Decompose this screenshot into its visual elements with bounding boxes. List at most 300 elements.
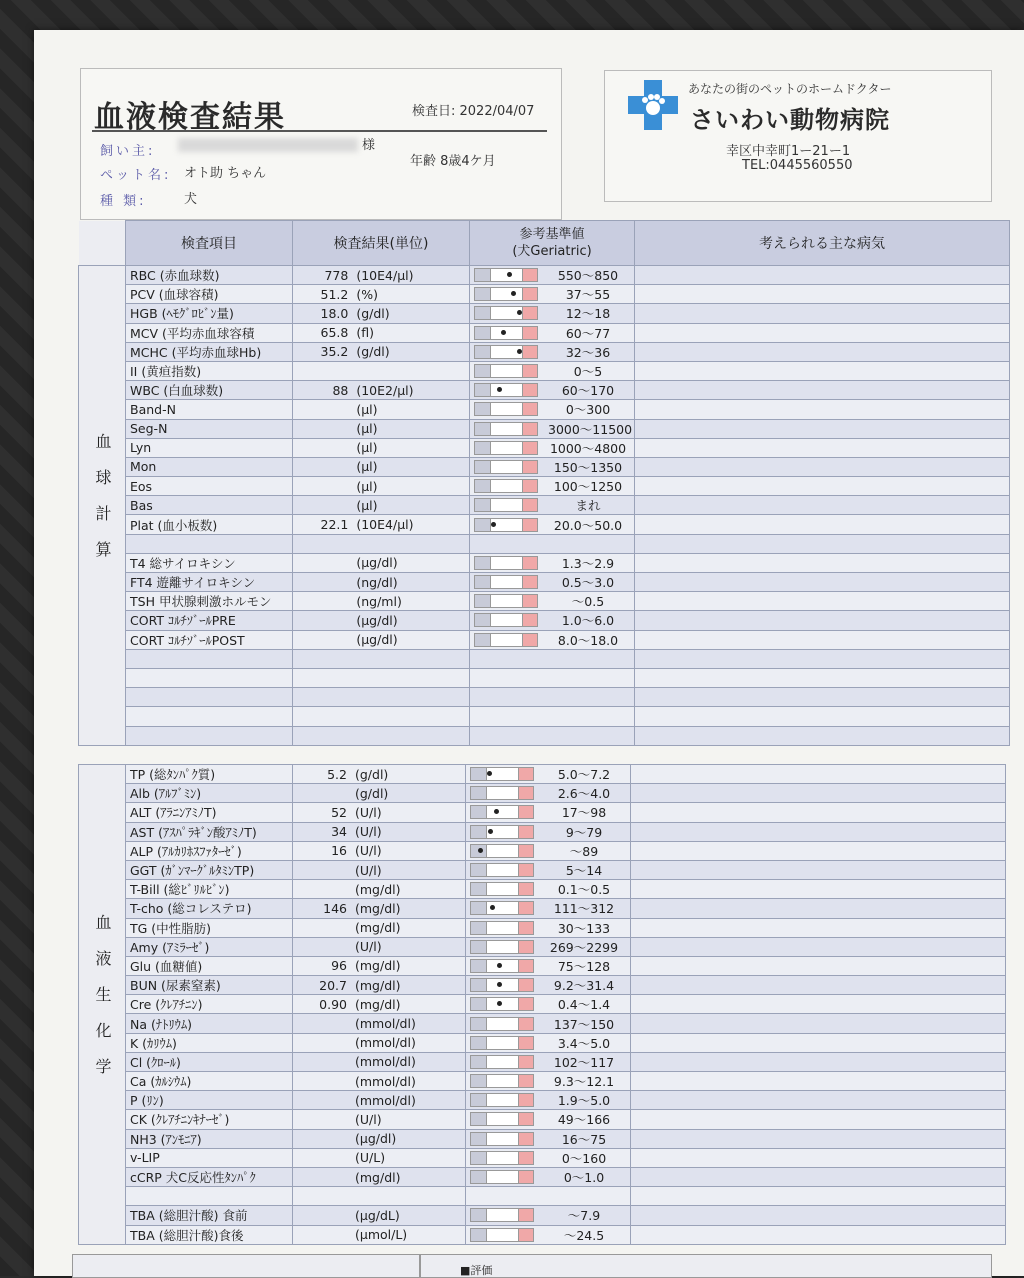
- result-unit: (fl): [352, 323, 469, 342]
- reference-cell: [466, 860, 631, 879]
- result-unit: (mg/dl): [351, 1167, 466, 1186]
- range-gauge: [474, 306, 538, 320]
- result-unit: (μg/dl): [351, 1129, 466, 1148]
- reference-cell: [470, 438, 635, 457]
- disease-cell: [631, 1052, 1006, 1071]
- reference-range: 12〜18: [565, 306, 611, 322]
- reference-cell: [470, 688, 635, 707]
- table-row: [79, 592, 1010, 611]
- reference-range: 100〜1250: [553, 479, 623, 495]
- table-row: [79, 285, 1010, 304]
- result-unit: (U/l): [351, 1110, 466, 1129]
- result-unit: (mg/dl): [351, 880, 466, 899]
- section-label-text: 血液生化学: [93, 914, 112, 1095]
- disease-cell: [631, 1129, 1006, 1148]
- range-gauge: [474, 364, 538, 378]
- result-unit: (mmol/dl): [351, 1072, 466, 1091]
- disease-cell: [635, 285, 1010, 304]
- item-name: II (黄疸指数): [126, 361, 293, 380]
- reference-cell: [470, 266, 635, 285]
- range-gauge: [470, 786, 534, 800]
- disease-cell: [631, 1014, 1006, 1033]
- result-dot: [497, 387, 502, 392]
- disease-cell: [635, 381, 1010, 400]
- reference-range: 3.4〜5.0: [557, 1035, 611, 1051]
- item-name: T-cho (総コレステロ): [126, 899, 293, 918]
- owner-suffix: 様: [362, 138, 376, 153]
- disease-cell: [631, 918, 1006, 937]
- result-value: 778: [293, 266, 353, 285]
- result-value: [293, 573, 353, 592]
- result-value: 65.8: [293, 323, 353, 342]
- reference-range: 5〜14: [565, 863, 603, 879]
- range-gauge: [474, 633, 538, 647]
- result-dot: [507, 272, 512, 277]
- table-row: [79, 976, 1006, 995]
- reference-range: 0〜5: [573, 364, 603, 380]
- section-label: [79, 765, 126, 1245]
- item-name: ALP (ｱﾙｶﾘﾎｽﾌｧﾀｰｾﾞ): [126, 841, 293, 860]
- table-row: [79, 515, 1010, 534]
- result-unit: (U/l): [351, 841, 466, 860]
- reference-cell: [466, 880, 631, 899]
- clinic-name: さいわい動物病院: [690, 106, 890, 134]
- range-gauge: [470, 1151, 534, 1165]
- table-row: [79, 726, 1010, 745]
- table-row: [79, 1110, 1006, 1129]
- reference-range: 17〜98: [561, 805, 607, 821]
- item-name: [126, 534, 293, 553]
- item-name: MCHC (平均赤血球Hb): [126, 342, 293, 361]
- result-unit: (mg/dl): [351, 918, 466, 937]
- result-value: [293, 400, 353, 419]
- reference-cell: [470, 304, 635, 323]
- disease-cell: [635, 342, 1010, 361]
- result-unit: (U/L): [351, 1148, 466, 1167]
- disease-cell: [635, 361, 1010, 380]
- reference-range: 9.2〜31.4: [553, 978, 615, 994]
- disease-cell: [631, 822, 1006, 841]
- item-name: Cre (ｸﾚｱﾁﾆﾝ): [126, 995, 293, 1014]
- disease-cell: [631, 1206, 1006, 1225]
- result-unit: (g/dl): [351, 765, 466, 784]
- reference-range: 8.0〜18.0: [557, 632, 619, 648]
- item-name: NH3 (ｱﾝﾓﾆｱ): [126, 1129, 293, 1148]
- table-row: [79, 400, 1010, 419]
- result-value: 88: [293, 381, 353, 400]
- table-row: [79, 553, 1010, 572]
- result-value: [293, 918, 352, 937]
- table-row: [79, 995, 1006, 1014]
- disease-cell: [635, 649, 1010, 668]
- reference-range: 〜24.5: [563, 1227, 605, 1243]
- item-name: T4 総サイロキシン: [126, 553, 293, 572]
- item-name: Alb (ｱﾙﾌﾞﾐﾝ): [126, 784, 293, 803]
- biochemistry-table: [78, 764, 1006, 1245]
- reference-cell: [470, 553, 635, 572]
- species-value: 犬: [184, 192, 198, 207]
- reference-range: 16〜75: [561, 1131, 607, 1147]
- col-disease-header: 考えられる主な病気: [635, 221, 1010, 266]
- reference-cell: [470, 630, 635, 649]
- reference-cell: [470, 381, 635, 400]
- table-row: [79, 1052, 1006, 1071]
- result-unit: (μl): [352, 400, 469, 419]
- disease-cell: [635, 266, 1010, 285]
- item-name: RBC (赤血球数): [126, 266, 293, 285]
- result-unit: [352, 361, 469, 380]
- disease-cell: [635, 688, 1010, 707]
- table-row: [79, 918, 1006, 937]
- result-unit: (μmol/L): [351, 1225, 466, 1244]
- reference-range: 0〜300: [565, 402, 611, 418]
- result-unit: (U/l): [351, 937, 466, 956]
- result-value: [293, 1091, 352, 1110]
- result-value: 52: [293, 803, 352, 822]
- result-value: 20.7: [293, 976, 352, 995]
- table-row: [79, 1167, 1006, 1186]
- reference-range: 1.9〜5.0: [557, 1093, 611, 1109]
- result-value: [293, 496, 353, 515]
- reference-range: 60〜77: [565, 325, 611, 341]
- reference-range: 137〜150: [553, 1016, 615, 1032]
- disease-cell: [631, 1033, 1006, 1052]
- range-gauge: [474, 613, 538, 627]
- reference-range: 150〜1350: [553, 459, 623, 475]
- reference-cell: [466, 1091, 631, 1110]
- reference-cell: [466, 899, 631, 918]
- result-unit: (g/dl): [352, 304, 469, 323]
- range-gauge: [470, 1093, 534, 1107]
- table-row: [79, 381, 1010, 400]
- result-value: [293, 361, 353, 380]
- reference-cell: [466, 1187, 631, 1206]
- disease-cell: [635, 553, 1010, 572]
- col-result-header: 検査結果(単位): [293, 221, 470, 266]
- reference-cell: [470, 361, 635, 380]
- result-value: [293, 1187, 352, 1206]
- item-name: TBA (総胆汁酸)食後: [126, 1225, 293, 1244]
- reference-cell: [470, 323, 635, 342]
- result-value: [293, 1014, 352, 1033]
- result-dot: [494, 809, 499, 814]
- table-row: [79, 419, 1010, 438]
- reference-range: 9〜79: [565, 824, 603, 840]
- item-name: TP (総ﾀﾝﾊﾟｸ質): [126, 765, 293, 784]
- result-dot: [497, 1001, 502, 1006]
- reference-range: 60〜170: [561, 383, 615, 399]
- reference-range: 1.0〜6.0: [561, 613, 615, 629]
- reference-range: 0〜1.0: [563, 1170, 605, 1186]
- reference-cell: [466, 1225, 631, 1244]
- range-gauge: [470, 825, 534, 839]
- range-gauge: [470, 1055, 534, 1069]
- range-gauge: [474, 345, 538, 359]
- reference-range: 20.0〜50.0: [553, 517, 623, 533]
- result-value: [293, 630, 353, 649]
- item-name: Amy (ｱﾐﾗｰｾﾞ): [126, 937, 293, 956]
- item-name: CORT ｺﾙﾁｿﾞｰﾙPRE: [126, 611, 293, 630]
- reference-cell: [470, 285, 635, 304]
- result-unit: (μg/dl): [352, 553, 469, 572]
- item-name: CK (ｸﾚｱﾁﾆﾝｷﾅｰｾﾞ): [126, 1110, 293, 1129]
- reference-cell: [466, 995, 631, 1014]
- reference-cell: [470, 419, 635, 438]
- item-name: cCRP 犬C反応性ﾀﾝﾊﾟｸ: [126, 1167, 293, 1186]
- item-name: Seg-N: [126, 419, 293, 438]
- result-value: [293, 592, 353, 611]
- table-row: [79, 1091, 1006, 1110]
- item-name: [126, 668, 293, 687]
- disease-cell: [635, 630, 1010, 649]
- owner-label: 飼い主:: [100, 144, 156, 159]
- item-name: MCV (平均赤血球容積: [126, 323, 293, 342]
- result-dot: [487, 771, 492, 776]
- result-unit: (mg/dl): [351, 995, 466, 1014]
- item-name: v-LIP: [126, 1148, 293, 1167]
- clinic-logo-icon: [628, 80, 678, 130]
- disease-cell: [635, 400, 1010, 419]
- result-unit: (mg/dl): [351, 899, 466, 918]
- item-name: Mon: [126, 457, 293, 476]
- table-row: [79, 361, 1010, 380]
- reference-range: 0.4〜1.4: [557, 997, 611, 1013]
- reference-range: 37〜55: [565, 287, 611, 303]
- range-gauge: [470, 767, 534, 781]
- reference-cell: [470, 515, 635, 534]
- range-gauge: [474, 326, 538, 340]
- item-name: P (ﾘﾝ): [126, 1091, 293, 1110]
- reference-cell: [466, 1072, 631, 1091]
- reference-cell: [470, 400, 635, 419]
- footer-box-left: [72, 1254, 420, 1278]
- result-unit: (μg/dL): [351, 1206, 466, 1225]
- disease-cell: [631, 880, 1006, 899]
- disease-cell: [631, 899, 1006, 918]
- range-gauge: [470, 1017, 534, 1031]
- result-value: [293, 707, 353, 726]
- reference-range: 1.3〜2.9: [561, 555, 615, 571]
- item-name: Bas: [126, 496, 293, 515]
- disease-cell: [635, 477, 1010, 496]
- table-row: [79, 860, 1006, 879]
- disease-cell: [635, 515, 1010, 534]
- reference-range: 〜0.5: [571, 594, 605, 610]
- table-row: [79, 457, 1010, 476]
- disease-cell: [631, 765, 1006, 784]
- table-row: [79, 1072, 1006, 1091]
- disease-cell: [635, 534, 1010, 553]
- table-row: [79, 1033, 1006, 1052]
- result-unit: (μl): [352, 438, 469, 457]
- result-unit: (μg/dl): [352, 611, 469, 630]
- result-value: [293, 784, 352, 803]
- disease-cell: [631, 995, 1006, 1014]
- result-value: [293, 438, 353, 457]
- result-unit: (g/dl): [352, 342, 469, 361]
- range-gauge: [474, 460, 538, 474]
- reference-cell: [470, 477, 635, 496]
- item-name: Lyn: [126, 438, 293, 457]
- col-ref-header-b: (犬Geriatric): [512, 244, 592, 259]
- item-name: T-Bill (総ﾋﾞﾘﾙﾋﾞﾝ): [126, 880, 293, 899]
- result-value: 51.2: [293, 285, 353, 304]
- range-gauge: [474, 498, 538, 512]
- reference-cell: [466, 956, 631, 975]
- disease-cell: [631, 937, 1006, 956]
- range-gauge: [470, 882, 534, 896]
- range-gauge: [474, 402, 538, 416]
- table-row: [79, 477, 1010, 496]
- item-name: WBC (白血球数): [126, 381, 293, 400]
- pet-name: オト助 ちゃん: [184, 166, 267, 181]
- item-name: FT4 遊離サイロキシン: [126, 573, 293, 592]
- table-row: [79, 438, 1010, 457]
- pet-age: 年齢 8歳4ケ月: [410, 154, 496, 169]
- disease-cell: [631, 1091, 1006, 1110]
- reference-cell: [466, 841, 631, 860]
- item-name: [126, 726, 293, 745]
- result-value: [293, 1167, 352, 1186]
- corner-cell: [79, 221, 126, 266]
- range-gauge: [474, 518, 538, 532]
- item-name: TSH 甲状腺刺激ホルモン: [126, 592, 293, 611]
- reference-range: 111〜312: [553, 901, 615, 917]
- species-label: 種 類:: [100, 194, 147, 209]
- item-name: [126, 688, 293, 707]
- result-value: [293, 937, 352, 956]
- disease-cell: [631, 784, 1006, 803]
- item-name: AST (ｱｽﾊﾟﾗｷﾞﾝ酸ｱﾐﾉT): [126, 822, 293, 841]
- pet-label: ペット名:: [100, 168, 172, 183]
- table-row: [79, 937, 1006, 956]
- range-gauge: [470, 1036, 534, 1050]
- table-row: [79, 266, 1010, 285]
- result-value: [293, 1072, 352, 1091]
- reference-cell: [470, 726, 635, 745]
- result-dot: [501, 330, 506, 335]
- result-dot: [511, 291, 516, 296]
- reference-cell: [470, 592, 635, 611]
- disease-cell: [631, 976, 1006, 995]
- reference-range: 102〜117: [553, 1054, 615, 1070]
- disease-cell: [635, 496, 1010, 515]
- item-name: Glu (血糖値): [126, 956, 293, 975]
- reference-range: 3000〜11500: [548, 421, 633, 437]
- table-row: [79, 803, 1006, 822]
- result-value: [293, 553, 353, 572]
- reference-cell: [466, 1148, 631, 1167]
- section-label-text: 血球計算: [93, 433, 112, 578]
- table-row: [79, 1206, 1006, 1225]
- result-unit: (μl): [352, 477, 469, 496]
- item-name: K (ｶﾘｳﾑ): [126, 1033, 293, 1052]
- reference-range: 0〜160: [561, 1150, 607, 1166]
- table-row: [79, 956, 1006, 975]
- reference-cell: [466, 1206, 631, 1225]
- range-gauge: [474, 594, 538, 608]
- table-row: [79, 1187, 1006, 1206]
- table-row: [79, 1148, 1006, 1167]
- reference-range: 2.6〜4.0: [557, 786, 611, 802]
- result-unit: (μg/dl): [352, 630, 469, 649]
- result-value: [293, 534, 353, 553]
- item-name: PCV (血球容積): [126, 285, 293, 304]
- result-value: [293, 726, 353, 745]
- reference-cell: [466, 822, 631, 841]
- result-value: [293, 649, 353, 668]
- disease-cell: [635, 726, 1010, 745]
- result-unit: (mmol/dl): [351, 1091, 466, 1110]
- result-unit: (10E4/μl): [352, 266, 469, 285]
- page-title: 血液検査結果: [94, 100, 286, 135]
- item-name: Ca (ｶﾙｼｳﾑ): [126, 1072, 293, 1091]
- section-label: [79, 266, 126, 746]
- redacted-owner: [178, 138, 358, 152]
- result-unit: (μl): [352, 496, 469, 515]
- result-unit: (mmol/dl): [351, 1052, 466, 1071]
- table-row: [79, 880, 1006, 899]
- item-name: GGT (ｶﾞﾝﾏｰｸﾞﾙﾀﾐﾝTP): [126, 860, 293, 879]
- disease-cell: [635, 611, 1010, 630]
- exam-date: 検査日: 2022/04/07: [412, 104, 535, 119]
- result-dot: [517, 349, 522, 354]
- result-unit: [351, 1187, 466, 1206]
- range-gauge: [470, 863, 534, 877]
- eval-label: ■評価: [460, 1264, 493, 1277]
- col-item-header: 検査項目: [126, 221, 293, 266]
- disease-cell: [631, 1110, 1006, 1129]
- disease-cell: [635, 419, 1010, 438]
- result-unit: [352, 668, 469, 687]
- result-unit: [352, 534, 469, 553]
- table-row: [79, 1014, 1006, 1033]
- table-row: [79, 496, 1010, 515]
- result-unit: (mg/dl): [351, 976, 466, 995]
- range-gauge: [470, 1170, 534, 1184]
- reference-cell: [470, 534, 635, 553]
- item-name: TG (中性脂肪): [126, 918, 293, 937]
- reference-range: 9.3〜12.1: [553, 1074, 615, 1090]
- result-value: [293, 1033, 352, 1052]
- reference-range: 32〜36: [565, 344, 611, 360]
- table-row: [79, 1225, 1006, 1244]
- range-gauge: [470, 844, 534, 858]
- footer-box-right: [420, 1254, 992, 1278]
- table-row: [79, 649, 1010, 668]
- range-gauge: [470, 940, 534, 954]
- reference-cell: [466, 784, 631, 803]
- reference-cell: [470, 573, 635, 592]
- range-gauge: [474, 383, 538, 397]
- result-dot: [491, 522, 496, 527]
- table-row: [79, 784, 1006, 803]
- title-rule: [92, 130, 547, 132]
- result-dot: [517, 310, 522, 315]
- disease-cell: [631, 860, 1006, 879]
- reference-cell: [470, 342, 635, 361]
- disease-cell: [631, 1187, 1006, 1206]
- table-row: [79, 822, 1006, 841]
- range-gauge: [474, 556, 538, 570]
- result-value: 18.0: [293, 304, 353, 323]
- result-value: 0.90: [293, 995, 352, 1014]
- table-row: [79, 765, 1006, 784]
- blood-count-table: [78, 220, 1010, 746]
- reference-cell: [466, 1167, 631, 1186]
- reference-range: 0.5〜3.0: [561, 575, 615, 591]
- range-gauge: [470, 997, 534, 1011]
